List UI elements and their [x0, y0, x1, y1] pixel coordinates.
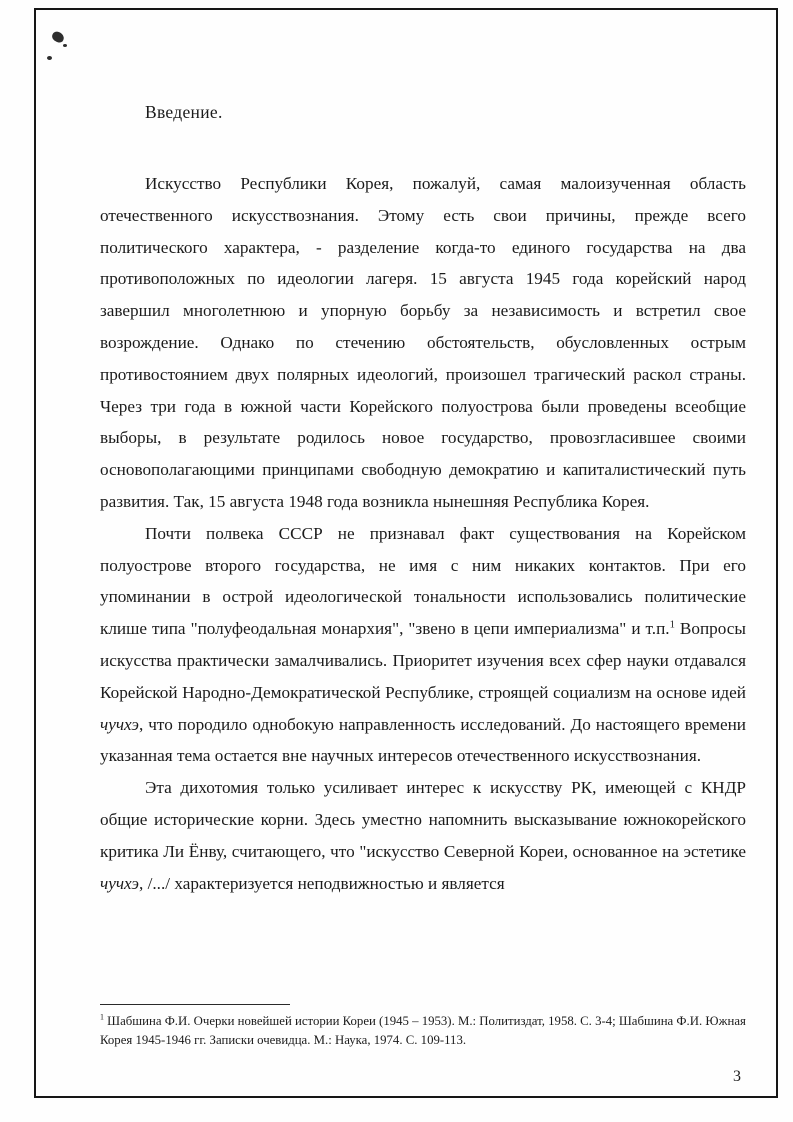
page-number: 3 [733, 1068, 741, 1085]
footnote-reference: 1 [669, 619, 675, 631]
text-run: Почти полвека СССР не признавал факт существования на Корейском полуострове второго государства, не имя с ним никаких контактов. При его упоминании в острой идеологической тональности использовались политические клише типа "полуфеодальная монархия", "звено в цепи империализма" и т.п. [100, 523, 746, 639]
section-heading: Введение. [145, 102, 223, 122]
scan-artifact [63, 44, 67, 47]
footnote [100, 1004, 746, 1049]
paragraph [100, 168, 746, 518]
text-run: Искусство Республики Корея, пожалуй, самая малоизученная область отечественного искусствознания. Этому есть свои причины, прежде всего политического характера, - разделение когда-то единого государства на два противоположных по идеологии лагеря. 15 августа 1945 года корейский народ завершил многолетнюю и упорную борьбу за независимость и встретил свое возрождение. Однако по стечению обстоятельств, обусловленных острым противостоянием двух полярных идеологий, произошел трагический раскол страны. Через три года в южной части Корейского полуострова были проведены всеобщие выборы, в результате родилось новое государство, провозгласившее своими основополагающими принципами свободную демократию и капиталистический путь развития. Так, 15 августа 1948 года возникла нынешняя Республика Корея. [100, 174, 746, 511]
text-run: , /.../ характеризуется неподвижностью и является [139, 873, 505, 893]
text-run: Шабшина Ф.И. Очерки новейшей истории Кореи (1945 – 1953). М.: Политиздат, 1958. С. 3-4; Шабшина Ф.И. Южная Корея 1945-1946 гг. Записки очевидца. М.: Наука, 1974. С. 109-113. [100, 1014, 746, 1047]
italic-term: чучхэ [100, 873, 140, 893]
italic-term: чучхэ [100, 714, 140, 734]
text-run: Эта дихотомия только усиливает интерес к искусству РК, имеющей с КНДР общие исторические корни. Здесь уместно напомнить высказывание южнокорейского критика Ли Ёнву, считающего, что "искусство Северной Кореи, основанное на эстетике [100, 778, 746, 861]
paragraph [100, 772, 746, 899]
footnote-text [100, 1012, 746, 1049]
paragraphs-container [100, 168, 746, 899]
footnote-reference: 1 [100, 1012, 104, 1022]
scan-artifact [47, 56, 52, 60]
scan-artifact [51, 30, 66, 43]
text-run: Вопросы искусства практически замалчивались. Приоритет изучения всех сфер науки отдавался Корейской Народно-Демократической Республике, строящей социализм на основе идей [100, 619, 746, 702]
text-run: , что породило однобокую направленность исследований. До настоящего времени указанная тема остается вне научных интересов отечественного искусствознания. [100, 714, 746, 766]
paragraph [100, 518, 746, 772]
footnote-divider [100, 1004, 290, 1005]
body-text [100, 102, 746, 1000]
